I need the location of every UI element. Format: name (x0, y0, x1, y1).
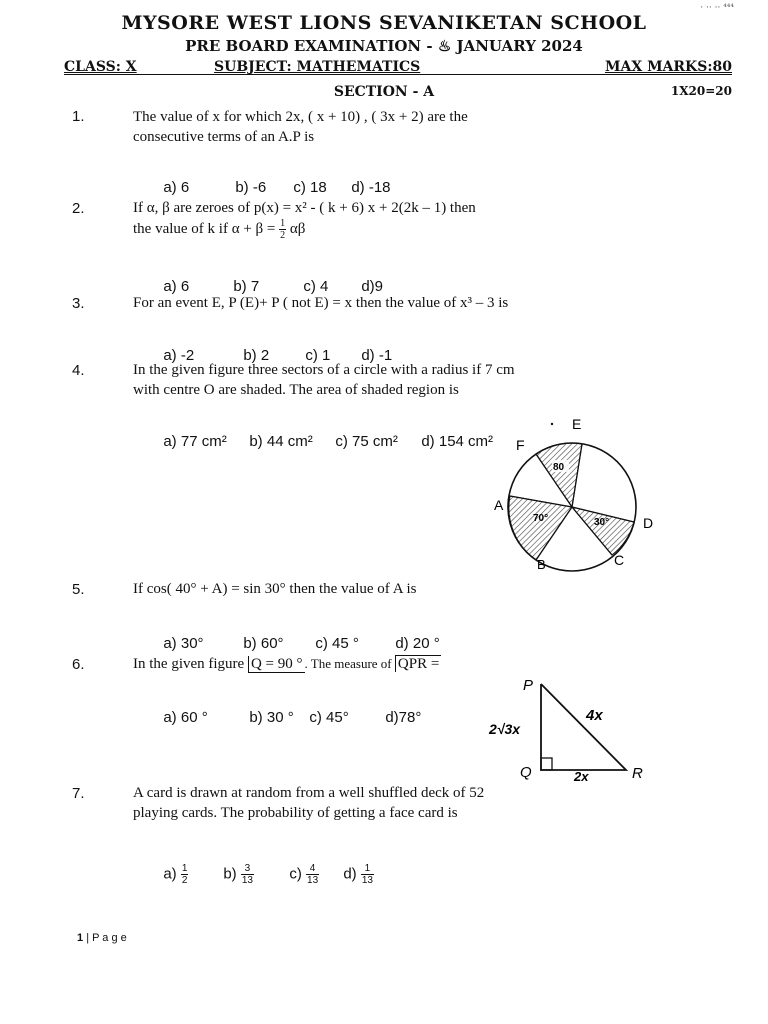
option-label: c) (289, 865, 302, 883)
class-label: CLASS: X (64, 59, 137, 75)
question-number: 3. (72, 295, 85, 312)
exam-title: PRE BOARD EXAMINATION - ♨ JANUARY 2024 (185, 37, 583, 55)
section-marks: 1X20=20 (670, 84, 732, 98)
text-fragment: the value of k if α + β = (133, 220, 280, 237)
option (223, 863, 289, 886)
angle-label-top: 80 (553, 462, 565, 473)
angle-label-left: 70° (533, 513, 549, 524)
option: b) -6 (235, 179, 267, 196)
option: b) 44 cm² (249, 433, 313, 450)
angle-label-right: 30° (594, 517, 610, 528)
option (343, 863, 374, 886)
question-line: with centre O are shaded. The area of shaded region is (133, 382, 459, 398)
option: c) 75 cm² (335, 433, 398, 450)
option: b) 60° (243, 635, 284, 652)
fraction-numerator: 3 (241, 863, 254, 875)
right-angle-marker (541, 758, 552, 770)
option-label: b) (223, 865, 237, 883)
fraction-denominator: 2 (280, 230, 286, 241)
option: b) 7 (233, 278, 260, 295)
option: d) -1 (361, 347, 393, 364)
option: c) 4 (303, 278, 329, 295)
question-line: playing cards. The probability of getting a face card is (133, 805, 458, 821)
fraction-numerator: 1 (280, 218, 286, 229)
question-number: 1. (72, 108, 85, 125)
question-line (133, 218, 633, 241)
corner-scribble: · ·· ·· ⁴⁴⁴ (700, 3, 734, 13)
label-q: Q (520, 764, 532, 781)
option: c) 45° (309, 709, 349, 726)
question-line: The value of x for which 2x, ( x + 10) , ( 3x + 2) are the (133, 109, 468, 125)
label-f: F (516, 437, 525, 453)
subject-label: SUBJECT: MATHEMATICS (214, 59, 421, 75)
question-text (133, 783, 653, 823)
section-title: SECTION - A (333, 84, 435, 100)
fraction-numerator: 4 (306, 863, 319, 875)
label-p: P (523, 677, 534, 694)
option: a) -2 (163, 347, 195, 364)
question-number: 4. (72, 362, 85, 379)
option (289, 863, 343, 886)
fraction-denominator: 13 (307, 875, 319, 886)
fraction (306, 863, 319, 886)
text-fragment: In the given figure (133, 656, 248, 672)
options-row (155, 846, 374, 886)
fraction-numerator: 1 (361, 863, 374, 875)
option: d) 154 cm² (421, 433, 494, 450)
question-text: If cos( 40° + A) = sin 30° then the value of A is (133, 581, 417, 597)
label-a: A (494, 497, 504, 513)
option: a) 77 cm² (163, 433, 227, 450)
side-qr-label: 2x (574, 769, 589, 784)
options-row (155, 162, 391, 196)
question-text (133, 198, 633, 241)
fraction (361, 863, 374, 886)
label-b: B (537, 557, 546, 572)
option: d) -18 (351, 179, 391, 196)
question-text (133, 360, 653, 400)
options-row (155, 692, 421, 726)
side-pq-label: 2√3x (489, 721, 521, 737)
question-number: 6. (72, 656, 85, 673)
class-subject-line (64, 59, 732, 75)
question-text (133, 654, 593, 674)
option: c) 1 (305, 347, 331, 364)
option (163, 863, 223, 886)
options-row (155, 416, 493, 450)
angle-qpr-symbol: QPR = (395, 655, 441, 672)
side-pr-label: 4x (586, 707, 603, 724)
fraction-denominator: 13 (241, 875, 253, 886)
question-number: 2. (72, 200, 85, 217)
question-line: In the given figure three sectors of a circle with a radius if 7 cm (133, 362, 515, 378)
text-fragment: . The measure of (304, 656, 395, 671)
option: a) 6 (163, 179, 190, 196)
fraction-denominator: 2 (181, 875, 188, 886)
question-line: A card is drawn at random from a well shuffled deck of 52 (133, 785, 485, 801)
label-c: C (614, 552, 625, 568)
circle-sectors-figure (490, 412, 670, 572)
option: b) 2 (243, 347, 270, 364)
option-label: a) (163, 865, 177, 883)
label-d: D (643, 515, 654, 531)
question-line: If α, β are zeroes of p(x) = x² - ( k + 6) x + 2(2k – 1) then (133, 200, 476, 216)
option: d)78° (385, 709, 422, 726)
label-r: R (632, 765, 643, 782)
page-label: | P a g e (86, 932, 127, 944)
question-line: consecutive terms of an A.P is (133, 129, 315, 145)
option: c) 45 ° (315, 635, 359, 652)
page-number: 1 (77, 932, 84, 944)
angle-q-symbol: Q = 90 ° (248, 656, 305, 673)
options-row (155, 618, 440, 652)
option-label: d) (343, 865, 357, 883)
option: a) 30° (163, 635, 204, 652)
triangle-outline (541, 684, 626, 770)
text-fragment: αβ (286, 220, 306, 237)
question-text (133, 107, 633, 147)
option: a) 60 ° (163, 709, 208, 726)
school-name: MYSORE WEST LIONS SEVANIKETAN SCHOOL (121, 12, 647, 34)
question-text: For an event E, P (E)+ P ( not E) = x then the value of x³ – 3 is (133, 295, 509, 311)
question-number: 7. (72, 785, 85, 802)
fraction-numerator: 1 (181, 863, 188, 874)
label-e: E (572, 416, 582, 432)
option: d) 20 ° (395, 635, 440, 652)
right-triangle-figure (486, 674, 656, 786)
option: c) 18 (293, 179, 327, 196)
max-marks-label: MAX MARKS:80 (604, 59, 732, 75)
option: b) 30 ° (249, 709, 294, 726)
fraction (181, 863, 189, 886)
fraction-denominator: 13 (361, 875, 373, 886)
page-footer (77, 932, 127, 944)
options-row (155, 261, 383, 295)
options-row (155, 330, 392, 364)
option: a) 6 (163, 278, 190, 295)
question-number: 5. (72, 581, 85, 598)
fraction (241, 863, 254, 886)
option: d)9 (361, 278, 384, 295)
